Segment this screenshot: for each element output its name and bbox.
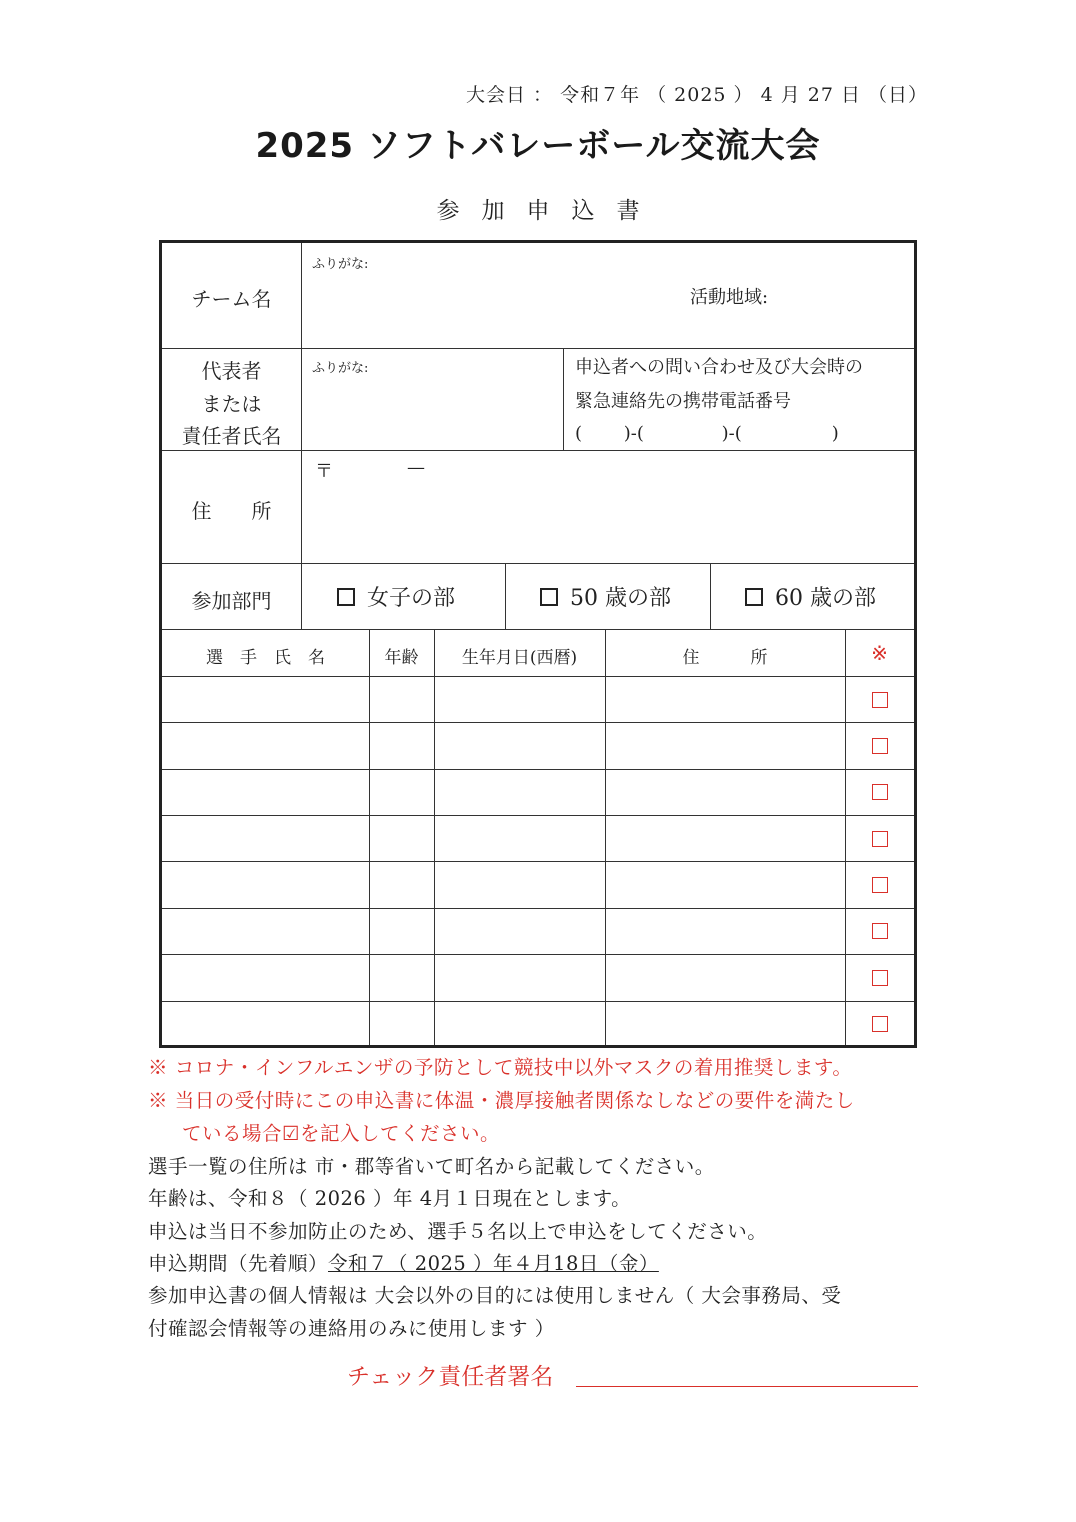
deadline-prefix: 申込期間（先着順）	[148, 1252, 329, 1275]
divider	[162, 861, 914, 862]
col-header-birthdate: 生年月日(西暦)	[461, 648, 578, 668]
note-reception-line2: ている場合☑を記入してください。	[182, 1122, 500, 1145]
divider	[162, 908, 914, 909]
divider	[301, 243, 302, 629]
postal-dash: —	[407, 457, 425, 478]
checkbox-icon[interactable]	[337, 588, 355, 606]
divider	[162, 1001, 914, 1002]
rep-furigana-label: ふりがな:	[312, 361, 369, 376]
divider	[710, 563, 711, 629]
note-mask: ※ コロナ・インフルエンザの予防として競技中以外マスクの着用推奨します。	[148, 1056, 853, 1079]
team-furigana-label: ふりがな:	[312, 257, 369, 272]
row-checkbox[interactable]	[872, 970, 888, 986]
checkbox-icon[interactable]	[745, 588, 763, 606]
divider	[845, 629, 846, 1045]
signature-label: チェック責任者署名	[347, 1364, 554, 1390]
row-checkbox[interactable]	[872, 831, 888, 847]
col-header-player-name: 選 手 氏 名	[206, 648, 325, 668]
divider	[162, 722, 914, 723]
divider	[162, 450, 914, 451]
checkbox-icon[interactable]	[540, 588, 558, 606]
page-title: 2025 ソフトバレーボール交流大会	[255, 126, 821, 166]
application-form	[159, 240, 917, 1048]
contact-label-line1: 申込者への問い合わせ及び大会時の	[575, 357, 863, 378]
divider	[369, 629, 370, 1045]
divider	[162, 629, 914, 630]
form-subtitle: 参加申込書	[436, 198, 662, 224]
row-checkbox[interactable]	[872, 784, 888, 800]
division-60-label: 60 歳の部	[775, 586, 876, 611]
event-date: 大会日 ： 令和７年 （ 2025 ） 4 月 27 日 （日）	[466, 84, 929, 106]
divider	[162, 563, 914, 564]
postal-mark: 〒	[315, 461, 333, 482]
address-field[interactable]	[304, 483, 904, 558]
phone-number-field[interactable]: ( )-( )-( )	[575, 423, 839, 444]
rep-label-line3: 責任者氏名	[181, 424, 282, 448]
row-checkbox[interactable]	[872, 692, 888, 708]
division-50[interactable]	[540, 581, 671, 612]
divider	[162, 954, 914, 955]
region-field[interactable]	[777, 277, 907, 307]
note-reception-line1: ※ 当日の受付時にこの申込書に体温・濃厚接触者関係なしなどの要件を満たし	[148, 1089, 855, 1112]
divider	[605, 629, 606, 1045]
divider	[434, 629, 435, 1045]
divider	[162, 348, 914, 349]
divider	[162, 769, 914, 770]
region-label: 活動地域:	[690, 287, 769, 308]
division-women-label: 女子の部	[367, 586, 456, 611]
col-header-check-mark: ※	[871, 641, 888, 665]
division-50-label: 50 歳の部	[570, 586, 671, 611]
divider	[505, 563, 506, 629]
division-women[interactable]	[337, 581, 455, 612]
team-name-label: チーム名	[191, 287, 272, 311]
note-privacy-line2: 付確認会情報等の連絡用のみに使用します ）	[148, 1317, 555, 1340]
row-checkbox[interactable]	[872, 877, 888, 893]
row-checkbox[interactable]	[872, 1016, 888, 1032]
note-privacy-line1: 参加申込書の個人情報は 大会以外の目的には使用しません（ 大会事務局、受	[148, 1284, 842, 1307]
contact-label-line2: 緊急連絡先の携帯電話番号	[575, 391, 791, 412]
rep-name-field[interactable]	[304, 373, 559, 445]
division-60[interactable]	[745, 581, 876, 612]
signature-field[interactable]	[576, 1386, 918, 1387]
rep-label-line2: または	[201, 392, 262, 416]
note-deadline	[148, 1248, 659, 1276]
note-age: 年齢は、令和８（ 2026 ）年 4月１日現在とします。	[148, 1187, 632, 1210]
row-checkbox[interactable]	[872, 923, 888, 939]
division-label: 参加部門	[191, 589, 272, 613]
rep-label-line1: 代表者	[201, 359, 262, 383]
team-name-field[interactable]	[304, 273, 684, 343]
divider	[563, 348, 564, 450]
divider	[162, 676, 914, 677]
col-header-address: 住 所	[682, 648, 768, 668]
deadline-date: 令和７（ 2025 ）年４月18日（金）	[328, 1252, 659, 1275]
row-checkbox[interactable]	[872, 738, 888, 754]
note-address: 選手一覧の住所は 市・郡等省いて町名から記載してください。	[148, 1155, 715, 1178]
divider	[162, 815, 914, 816]
col-header-age: 年齢	[384, 648, 419, 668]
address-label: 住 所	[191, 499, 272, 523]
note-minimum-players: 申込は当日不参加防止のため、選手５名以上で申込をしてください。	[148, 1220, 768, 1243]
